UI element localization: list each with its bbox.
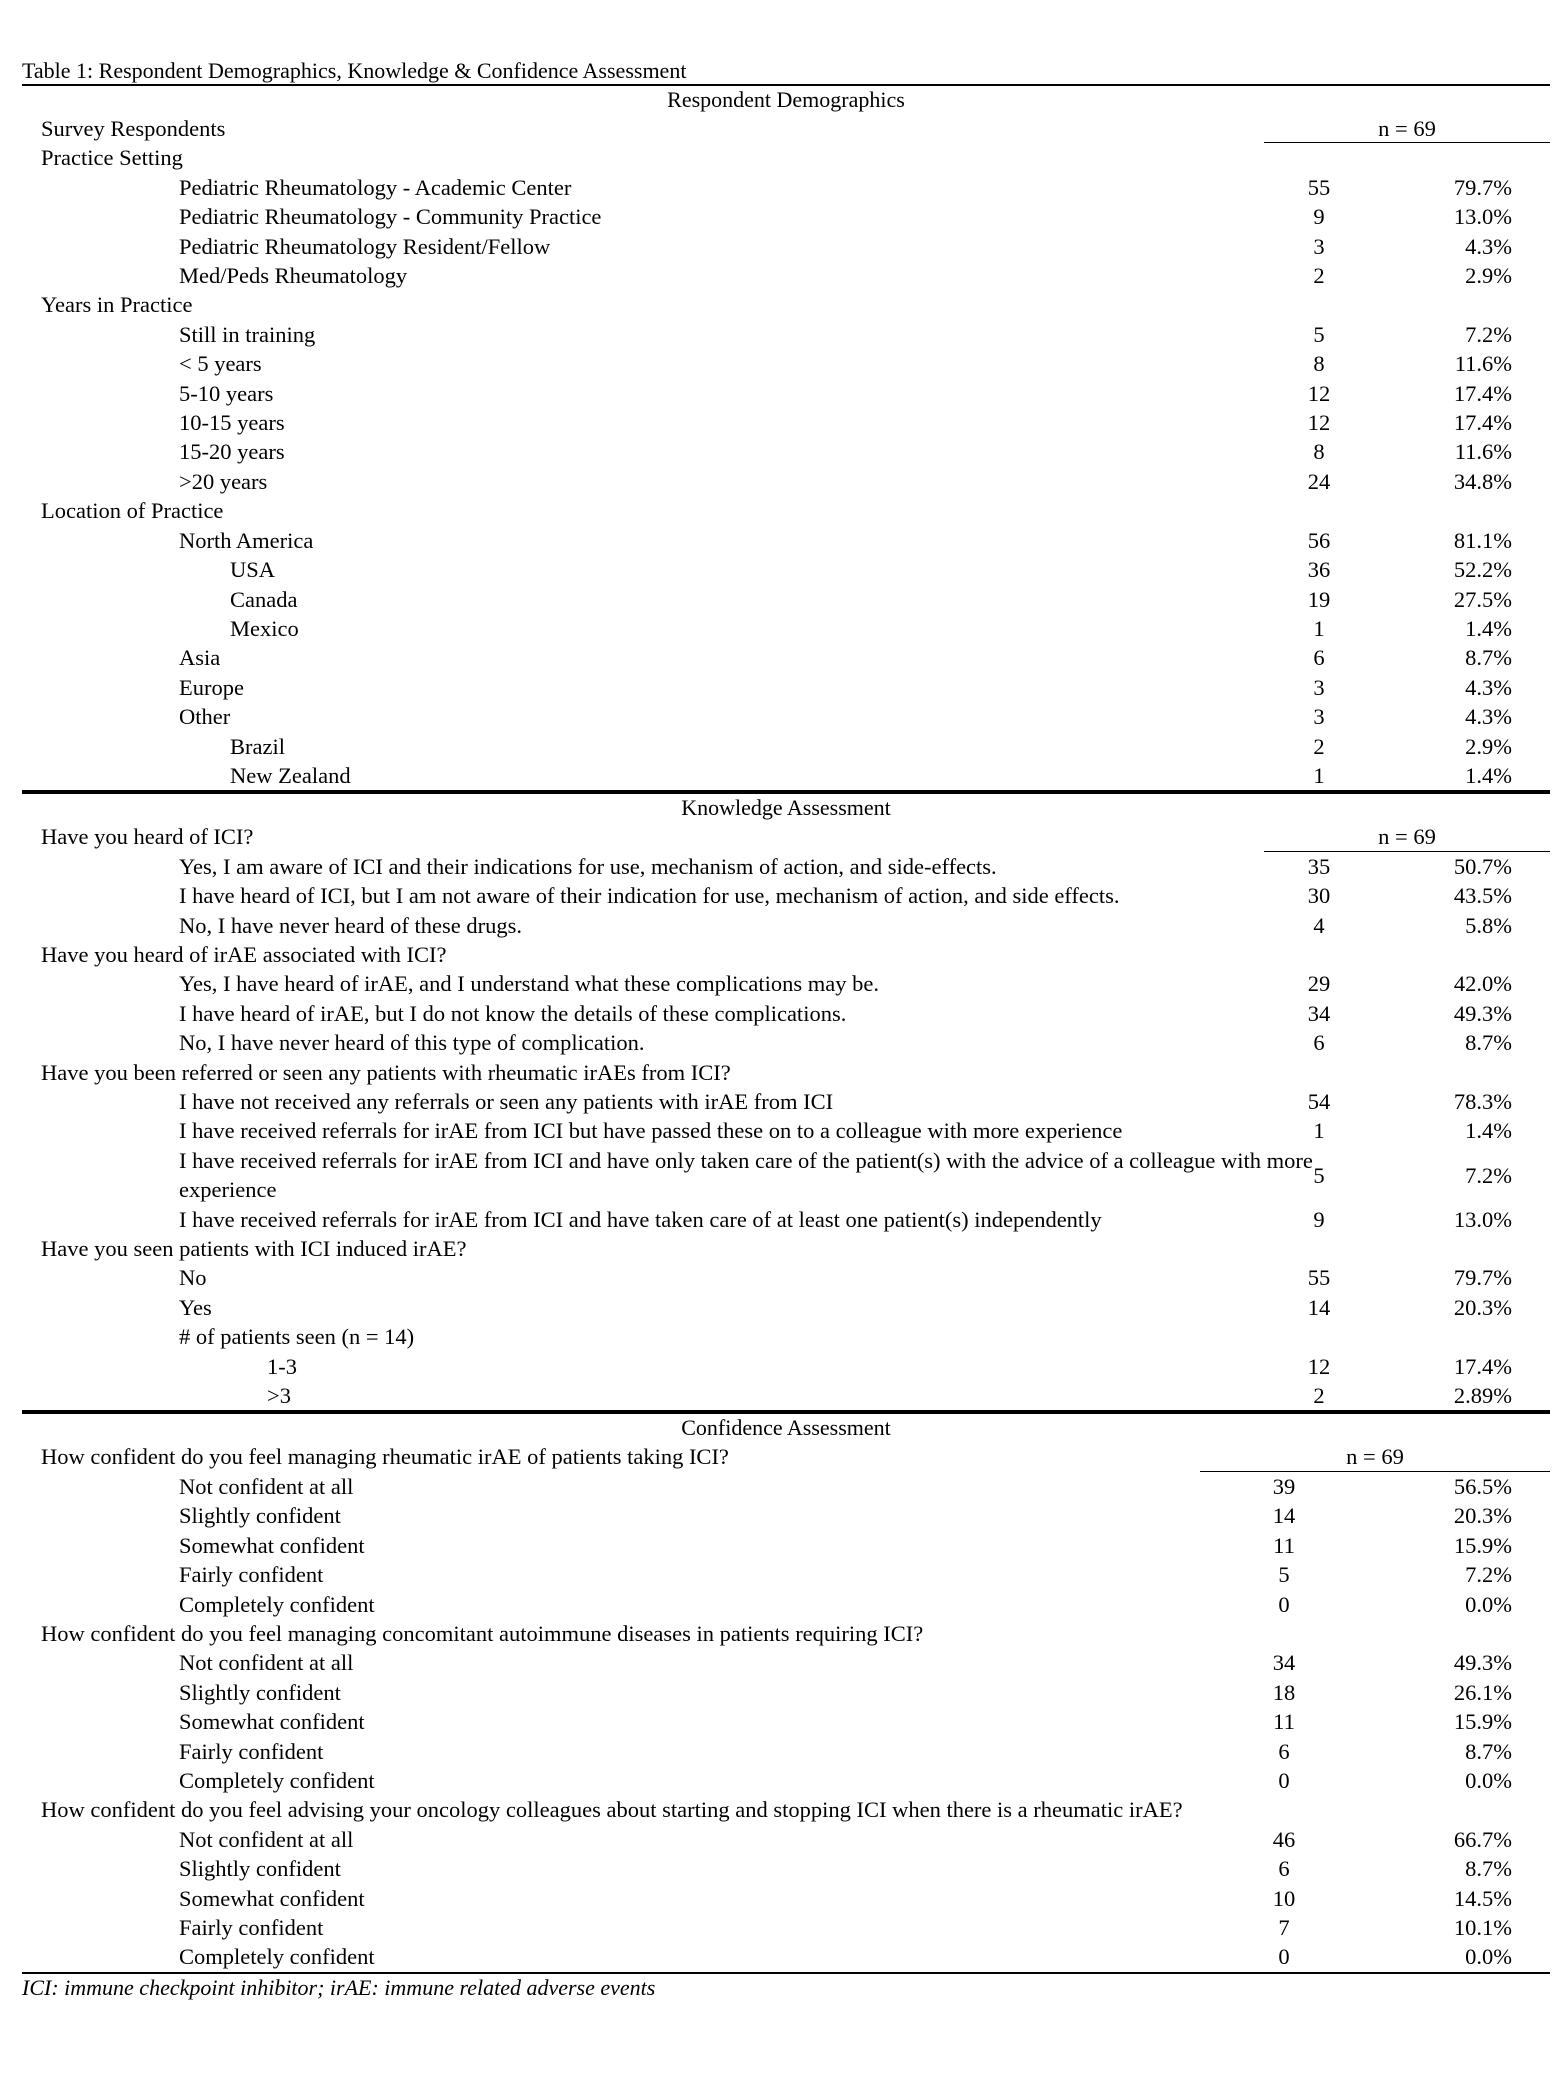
row-label: North America xyxy=(179,527,314,553)
row-label: Fairly confident xyxy=(179,1562,324,1588)
row-label: New Zealand xyxy=(230,762,351,788)
table-row xyxy=(22,852,1550,881)
row-label: Fairly confident xyxy=(179,1914,324,1940)
row-label: USA xyxy=(230,557,276,583)
row-label: Have you heard of ICI? xyxy=(41,824,254,850)
table-row xyxy=(22,969,1550,998)
percent-cell: 49.3% xyxy=(1453,1650,1512,1676)
table-row-heading xyxy=(22,290,1550,319)
count-cell: 54 xyxy=(1307,1089,1331,1114)
row-label: I have received referrals for irAE from ICI and have taken care of at least one patient(s) independently xyxy=(179,1206,1102,1232)
count-cell: 2 xyxy=(1313,263,1325,289)
row-label: Somewhat confident xyxy=(179,1709,365,1735)
table-row-heading xyxy=(22,822,1550,851)
table-row xyxy=(22,349,1550,378)
percent-cell: 52.2% xyxy=(1453,557,1512,583)
count-cell: 7 xyxy=(1278,1914,1290,1940)
row-label: Pediatric Rheumatology Resident/Fellow xyxy=(179,233,551,259)
row-label: Not confident at all xyxy=(179,1650,354,1676)
table-row-heading xyxy=(22,1442,1550,1471)
row-label: How confident do you feel managing concomitant autoimmune diseases in patients requiring ICI? xyxy=(41,1620,924,1646)
count-cell: 6 xyxy=(1278,1738,1290,1764)
table-row xyxy=(22,467,1550,496)
count-cell: 12 xyxy=(1307,410,1331,436)
table-row xyxy=(22,1293,1550,1322)
table-row xyxy=(22,1322,1550,1351)
row-label: How confident do you feel advising your oncology colleagues about starting and stopping ICI when there is a rheumatic irAE? xyxy=(41,1797,1183,1823)
percent-cell: 34.8% xyxy=(1453,468,1512,494)
table-row-heading xyxy=(22,1619,1550,1648)
percent-cell: 4.3% xyxy=(1465,233,1512,259)
row-label: Practice Setting xyxy=(41,145,183,171)
count-cell: 35 xyxy=(1307,853,1331,879)
percent-cell: 15.9% xyxy=(1453,1532,1512,1558)
count-cell: 29 xyxy=(1307,971,1331,997)
count-cell: 1 xyxy=(1313,1118,1325,1144)
table-row xyxy=(22,911,1550,940)
percent-cell: 0.0% xyxy=(1465,1591,1512,1617)
count-cell: 19 xyxy=(1307,586,1331,612)
row-label: Yes, I am aware of ICI and their indications for use, mechanism of action, and side-effects. xyxy=(179,853,997,879)
row-label: I have received referrals for irAE from ICI but have passed these on to a colleague with more experience xyxy=(179,1118,1123,1144)
table-row xyxy=(22,1590,1550,1619)
row-label: Completely confident xyxy=(179,1944,375,1970)
count-cell: 11 xyxy=(1273,1532,1295,1558)
percent-cell: 43.5% xyxy=(1453,883,1512,909)
percent-cell: 10.1% xyxy=(1453,1914,1512,1940)
percent-cell: 2.89% xyxy=(1453,1383,1512,1409)
table-row xyxy=(22,881,1550,910)
row-label: I have not received any referrals or seen any patients with irAE from ICI xyxy=(179,1089,834,1114)
percent-cell: 8.7% xyxy=(1465,1030,1512,1056)
percent-cell: 14.5% xyxy=(1453,1885,1512,1911)
section xyxy=(22,792,1550,1412)
table-row xyxy=(22,702,1550,731)
table-row xyxy=(22,1854,1550,1883)
table-row xyxy=(22,1531,1550,1560)
row-label: Have you heard of irAE associated with ICI? xyxy=(41,941,447,967)
row-label: Have you seen patients with ICI induced irAE? xyxy=(41,1236,467,1262)
row-label: < 5 years xyxy=(179,351,262,377)
count-cell: 2 xyxy=(1313,1383,1325,1409)
percent-cell: 0.0% xyxy=(1465,1944,1512,1970)
row-label: Have you been referred or seen any patients with rheumatic irAEs from ICI? xyxy=(41,1059,731,1085)
row-label: Canada xyxy=(230,586,298,612)
count-cell: 12 xyxy=(1307,1353,1331,1379)
count-cell: 3 xyxy=(1313,704,1325,730)
table-row xyxy=(22,526,1550,555)
table-row xyxy=(22,1263,1550,1292)
row-label: Not confident at all xyxy=(179,1473,354,1499)
percent-cell: 20.3% xyxy=(1453,1294,1512,1320)
row-label: 5-10 years xyxy=(179,380,274,406)
row-label: Years in Practice xyxy=(41,292,193,318)
table-row xyxy=(22,643,1550,672)
table-row xyxy=(22,1884,1550,1913)
percent-cell: 4.3% xyxy=(1465,704,1512,730)
count-cell: 5 xyxy=(1313,321,1325,347)
table-row xyxy=(22,555,1550,584)
count-cell: 34 xyxy=(1272,1650,1296,1676)
row-label: Pediatric Rheumatology - Community Practice xyxy=(179,204,602,230)
table-row xyxy=(22,1707,1550,1736)
row-label: Slightly confident xyxy=(179,1503,341,1529)
sample-size-header: n = 69 xyxy=(1346,1444,1404,1470)
row-label: 1-3 xyxy=(267,1353,297,1379)
table-row xyxy=(22,585,1550,614)
sample-size-header: n = 69 xyxy=(1378,116,1436,141)
count-cell: 6 xyxy=(1278,1856,1290,1882)
percent-cell: 42.0% xyxy=(1453,971,1512,997)
table-row-heading xyxy=(22,1234,1550,1263)
percent-cell: 11.6% xyxy=(1454,439,1512,465)
percent-cell: 50.7% xyxy=(1453,853,1512,879)
table-row xyxy=(22,437,1550,466)
table-row-heading xyxy=(22,940,1550,969)
count-cell: 8 xyxy=(1313,439,1325,465)
row-label: Not confident at all xyxy=(179,1826,354,1852)
count-cell: 46 xyxy=(1272,1826,1296,1852)
table-row xyxy=(22,408,1550,437)
row-label: Location of Practice xyxy=(41,498,224,524)
table-row xyxy=(22,999,1550,1028)
section xyxy=(22,84,1550,792)
percent-cell: 17.4% xyxy=(1453,410,1512,436)
percent-cell: 13.0% xyxy=(1453,204,1512,230)
row-label: No xyxy=(179,1265,207,1291)
count-cell: 0 xyxy=(1278,1591,1290,1617)
row-label: Slightly confident xyxy=(179,1856,341,1882)
table-row xyxy=(22,1737,1550,1766)
table-caption: Table 1: Respondent Demographics, Knowledge & Confidence Assessment xyxy=(22,58,687,83)
table-row xyxy=(22,1028,1550,1057)
percent-cell: 79.7% xyxy=(1453,174,1512,200)
count-cell: 55 xyxy=(1307,174,1331,200)
table-row-heading xyxy=(22,1058,1550,1087)
count-cell: 34 xyxy=(1307,1000,1331,1026)
table-row xyxy=(22,732,1550,761)
table-row xyxy=(22,673,1550,702)
count-cell: 8 xyxy=(1313,351,1325,377)
table-row xyxy=(22,1678,1550,1707)
row-label: Survey Respondents xyxy=(41,116,226,141)
count-cell: 3 xyxy=(1313,233,1325,259)
table-row-heading xyxy=(22,114,1550,143)
table-row xyxy=(22,761,1550,790)
row-label: Yes, I have heard of irAE, and I understand what these complications may be. xyxy=(179,971,880,997)
count-cell: 4 xyxy=(1313,912,1325,938)
count-cell: 55 xyxy=(1307,1265,1331,1291)
table-row xyxy=(22,261,1550,290)
percent-cell: 0.0% xyxy=(1465,1767,1512,1793)
row-label: >3 xyxy=(267,1383,291,1409)
count-cell: 36 xyxy=(1307,557,1331,583)
count-cell: 6 xyxy=(1313,1030,1325,1056)
count-cell: 1 xyxy=(1313,762,1325,788)
count-cell: 9 xyxy=(1313,1206,1325,1232)
percent-cell: 26.1% xyxy=(1453,1679,1512,1705)
percent-cell: 56.5% xyxy=(1453,1473,1512,1499)
percent-cell: 13.0% xyxy=(1453,1206,1512,1232)
percent-cell: 79.7% xyxy=(1453,1265,1512,1291)
percent-cell: 8.7% xyxy=(1465,1856,1512,1882)
row-label: Somewhat confident xyxy=(179,1885,365,1911)
row-label: Slightly confident xyxy=(179,1679,341,1705)
row-label: I have heard of irAE, but I do not know the details of these complications. xyxy=(179,1000,847,1026)
row-label: Fairly confident xyxy=(179,1738,324,1764)
count-cell: 24 xyxy=(1307,468,1331,494)
table-row xyxy=(22,1205,1550,1234)
table-row xyxy=(22,232,1550,261)
table-row xyxy=(22,1352,1550,1381)
table-row-heading xyxy=(22,496,1550,525)
count-cell: 6 xyxy=(1313,645,1325,671)
table-row xyxy=(22,1116,1550,1145)
percent-cell: 1.4% xyxy=(1465,762,1512,788)
row-label: # of patients seen (n = 14) xyxy=(179,1324,415,1350)
table-row xyxy=(22,1942,1550,1971)
table-row-heading xyxy=(22,143,1550,172)
row-label: Still in training xyxy=(179,321,316,347)
percent-cell: 78.3% xyxy=(1453,1089,1512,1114)
row-label: I have heard of ICI, but I am not aware of their indication for use, mechanism of action, and side effects. xyxy=(179,883,1120,909)
count-cell: 14 xyxy=(1272,1503,1296,1529)
percent-cell: 7.2% xyxy=(1465,1162,1512,1188)
table-row xyxy=(22,1087,1550,1116)
table-row xyxy=(22,1501,1550,1530)
row-label: Med/Peds Rheumatology xyxy=(179,263,408,289)
count-cell: 10 xyxy=(1272,1885,1296,1911)
percent-cell: 5.8% xyxy=(1465,912,1512,938)
row-label: Other xyxy=(179,704,231,730)
count-cell: 5 xyxy=(1313,1162,1325,1188)
percent-cell: 7.2% xyxy=(1465,1562,1512,1588)
table-footnote: ICI: immune checkpoint inhibitor; irAE: immune related adverse events xyxy=(22,1974,656,2000)
percent-cell: 2.9% xyxy=(1465,733,1512,759)
row-label: Yes xyxy=(179,1294,212,1320)
percent-cell: 20.3% xyxy=(1453,1503,1512,1529)
count-cell: 12 xyxy=(1307,380,1331,406)
count-cell: 18 xyxy=(1272,1679,1296,1705)
count-cell: 11 xyxy=(1273,1709,1295,1735)
section-title: Knowledge Assessment xyxy=(22,792,1550,822)
table-row xyxy=(22,173,1550,202)
table-row xyxy=(22,1560,1550,1589)
percent-cell: 1.4% xyxy=(1465,1118,1512,1144)
table-row-heading xyxy=(22,1795,1550,1824)
table-row xyxy=(22,1146,1550,1205)
section-title: Confidence Assessment xyxy=(22,1412,1550,1442)
table-row xyxy=(22,1913,1550,1942)
row-label: No, I have never heard of this type of complication. xyxy=(179,1030,645,1056)
percent-cell: 15.9% xyxy=(1453,1709,1512,1735)
percent-cell: 49.3% xyxy=(1453,1000,1512,1026)
section xyxy=(22,1412,1550,1973)
count-cell: 2 xyxy=(1313,733,1325,759)
row-label: How confident do you feel managing rheumatic irAE of patients taking ICI? xyxy=(41,1444,729,1470)
row-label: Mexico xyxy=(230,615,299,641)
percent-cell: 81.1% xyxy=(1453,527,1512,553)
table-body xyxy=(22,84,1550,1974)
percent-cell: 17.4% xyxy=(1453,1353,1512,1379)
count-cell: 3 xyxy=(1313,674,1325,700)
percent-cell: 7.2% xyxy=(1465,321,1512,347)
table-row xyxy=(22,614,1550,643)
percent-cell: 8.7% xyxy=(1465,1738,1512,1764)
row-label: I have received referrals for irAE from ICI and have only taken care of the patient(s) with the advice of a colleague with more experience xyxy=(179,1147,1313,1203)
count-cell: 14 xyxy=(1307,1294,1331,1320)
table-row xyxy=(22,1648,1550,1677)
count-cell: 30 xyxy=(1307,883,1331,909)
percent-cell: 11.6% xyxy=(1454,351,1512,377)
count-cell: 56 xyxy=(1307,527,1331,553)
row-label: 10-15 years xyxy=(179,410,285,436)
percent-cell: 66.7% xyxy=(1453,1826,1512,1852)
count-cell: 0 xyxy=(1278,1944,1290,1970)
percent-cell: 2.9% xyxy=(1465,263,1512,289)
percent-cell: 27.5% xyxy=(1453,586,1512,612)
section-title: Respondent Demographics xyxy=(22,84,1550,114)
table-row xyxy=(22,379,1550,408)
row-label: Europe xyxy=(179,674,244,700)
sample-size-header: n = 69 xyxy=(1378,824,1436,850)
percent-cell: 1.4% xyxy=(1465,615,1512,641)
count-cell: 1 xyxy=(1313,615,1325,641)
row-label: Brazil xyxy=(230,733,285,759)
count-cell: 39 xyxy=(1272,1473,1296,1499)
table-row xyxy=(22,1825,1550,1854)
percent-cell: 8.7% xyxy=(1465,645,1512,671)
count-cell: 9 xyxy=(1313,204,1325,230)
table-row xyxy=(22,1472,1550,1501)
percent-cell: 4.3% xyxy=(1465,674,1512,700)
row-label: 15-20 years xyxy=(179,439,285,465)
table-row xyxy=(22,1381,1550,1410)
count-cell: 0 xyxy=(1278,1767,1290,1793)
row-label: Asia xyxy=(179,645,221,671)
table-row xyxy=(22,320,1550,349)
table-row xyxy=(22,1766,1550,1795)
percent-cell: 17.4% xyxy=(1453,380,1512,406)
table-row xyxy=(22,202,1550,231)
row-label: Completely confident xyxy=(179,1591,375,1617)
row-label: No, I have never heard of these drugs. xyxy=(179,912,522,938)
row-label: >20 years xyxy=(179,468,268,494)
row-label: Pediatric Rheumatology - Academic Center xyxy=(179,174,572,200)
row-label: Completely confident xyxy=(179,1767,375,1793)
row-label: Somewhat confident xyxy=(179,1532,365,1558)
count-cell: 5 xyxy=(1278,1562,1290,1588)
document xyxy=(22,58,1550,2002)
